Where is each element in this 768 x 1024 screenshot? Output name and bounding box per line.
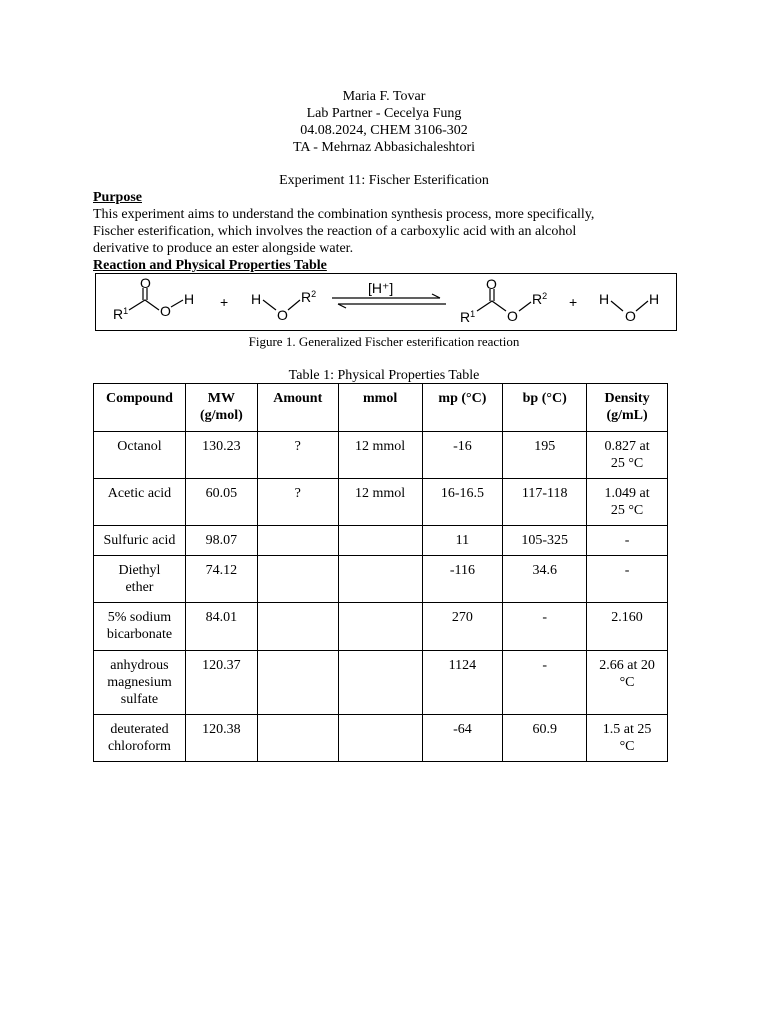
table-row	[94, 556, 668, 603]
cell-compound: 5% sodium bicarbonate	[94, 603, 186, 651]
header-density: Density (g/mL)	[587, 384, 668, 432]
cell-bp: 60.9	[503, 715, 587, 762]
cell-compound: Diethyl ether	[94, 556, 186, 603]
plus-sign-2: +	[569, 294, 578, 310]
table-row	[94, 479, 668, 526]
cell-mp: -64	[422, 715, 503, 762]
acid-carbonyl-oxygen: O	[140, 275, 151, 291]
figure-caption: Figure 1. Generalized Fischer esterification reaction	[248, 334, 520, 349]
cell-density: 1.5 at 25 °C	[587, 715, 668, 762]
cell-density: 2.160	[587, 603, 668, 651]
header-mp: mp (°C)	[422, 384, 503, 432]
ester-r2-label: $R^2$	[532, 291, 548, 307]
experiment-title: Experiment 11: Fischer Esterification	[279, 173, 489, 188]
purpose-line-2: Fischer esterification, which involves the reaction of a carboxylic acid with an alcohol	[93, 224, 577, 239]
table-row	[94, 715, 668, 762]
reaction-heading: Reaction and Physical Properties Table	[93, 258, 327, 273]
cell-amount: ?	[257, 479, 338, 526]
cell-bp: 117-118	[503, 479, 587, 526]
cell-compound: Octanol	[94, 432, 186, 479]
cell-mp: -116	[422, 556, 503, 603]
cell-amount	[257, 603, 338, 651]
cell-mmol	[338, 556, 422, 603]
cell-density: 1.049 at 25 °C	[587, 479, 668, 526]
acid-hydroxyl-oxygen: O	[160, 303, 171, 319]
ester-oxygen: O	[507, 308, 518, 324]
acid-hydrogen: H	[184, 291, 195, 307]
table-row	[94, 432, 668, 479]
cell-bp: -	[503, 651, 587, 715]
cell-mp: -16	[422, 432, 503, 479]
cell-mw: 98.07	[185, 526, 257, 556]
table-header-row	[94, 384, 668, 432]
water-hydrogen-left: H	[599, 291, 610, 307]
cell-amount	[257, 526, 338, 556]
table-row	[94, 651, 668, 715]
reaction-scheme	[96, 274, 678, 332]
alcohol-hydrogen: H	[251, 291, 262, 307]
cell-mw: 84.01	[185, 603, 257, 651]
cell-mmol: 12 mmol	[338, 432, 422, 479]
physical-properties-table	[93, 383, 668, 762]
cell-amount: ?	[257, 432, 338, 479]
header-mw: MW (g/mol)	[185, 384, 257, 432]
cell-amount	[257, 556, 338, 603]
lab-partner: Lab Partner - Cecelya Fung	[306, 106, 462, 121]
cell-mw: 120.37	[185, 651, 257, 715]
table-row	[94, 526, 668, 556]
cell-amount	[257, 651, 338, 715]
cell-mp: 16-16.5	[422, 479, 503, 526]
document-header	[0, 88, 768, 156]
cell-mmol	[338, 651, 422, 715]
cell-mw: 74.12	[185, 556, 257, 603]
cell-compound: deuterated chloroform	[94, 715, 186, 762]
body-block	[93, 189, 683, 274]
water-oxygen: O	[625, 308, 636, 324]
cell-mw: 60.05	[185, 479, 257, 526]
purpose-line-3: derivative to produce an ester alongside water.	[93, 241, 354, 256]
reaction-figure	[95, 273, 677, 331]
table-caption: Table 1: Physical Properties Table	[288, 368, 480, 383]
cell-mmol	[338, 603, 422, 651]
cell-mp: 1124	[422, 651, 503, 715]
cell-mw: 120.38	[185, 715, 257, 762]
cell-bp: 105-325	[503, 526, 587, 556]
cell-bp: 34.6	[503, 556, 587, 603]
ester-r1-label: $R^1$	[460, 309, 476, 325]
purpose-line-1: This experiment aims to understand the combination synthesis process, more specifically,	[93, 207, 595, 222]
acid-catalyst: [H⁺]	[368, 280, 394, 296]
cell-mw: 130.23	[185, 432, 257, 479]
header-amount: Amount	[257, 384, 338, 432]
header-bp: bp (°C)	[503, 384, 587, 432]
cell-bp: 195	[503, 432, 587, 479]
plus-sign-1: +	[220, 294, 229, 310]
cell-mmol	[338, 715, 422, 762]
cell-density: 2.66 at 20 °C	[587, 651, 668, 715]
cell-bp: -	[503, 603, 587, 651]
cell-compound: Acetic acid	[94, 479, 186, 526]
cell-mmol	[338, 526, 422, 556]
cell-mp: 270	[422, 603, 503, 651]
table-row	[94, 603, 668, 651]
alcohol-oxygen: O	[277, 307, 288, 323]
date-course: 04.08.2024, CHEM 3106-302	[300, 123, 468, 138]
cell-amount	[257, 715, 338, 762]
purpose-heading: Purpose	[93, 190, 142, 205]
teaching-assistant: TA - Mehrnaz Abbasichaleshtori	[293, 140, 475, 155]
author-name: Maria F. Tovar	[342, 89, 426, 104]
acid-r1-label: $R^1$	[113, 306, 129, 322]
header-mmol: mmol	[338, 384, 422, 432]
cell-compound: Sulfuric acid	[94, 526, 186, 556]
ester-carbonyl-oxygen: O	[486, 276, 497, 292]
alcohol-r2-label: $R^2$	[301, 289, 317, 305]
cell-density: -	[587, 556, 668, 603]
cell-mmol: 12 mmol	[338, 479, 422, 526]
water-hydrogen-right: H	[649, 291, 660, 307]
header-compound: Compound	[94, 384, 186, 432]
cell-mp: 11	[422, 526, 503, 556]
cell-density: 0.827 at 25 °C	[587, 432, 668, 479]
cell-compound: anhydrous magnesium sulfate	[94, 651, 186, 715]
cell-density: -	[587, 526, 668, 556]
